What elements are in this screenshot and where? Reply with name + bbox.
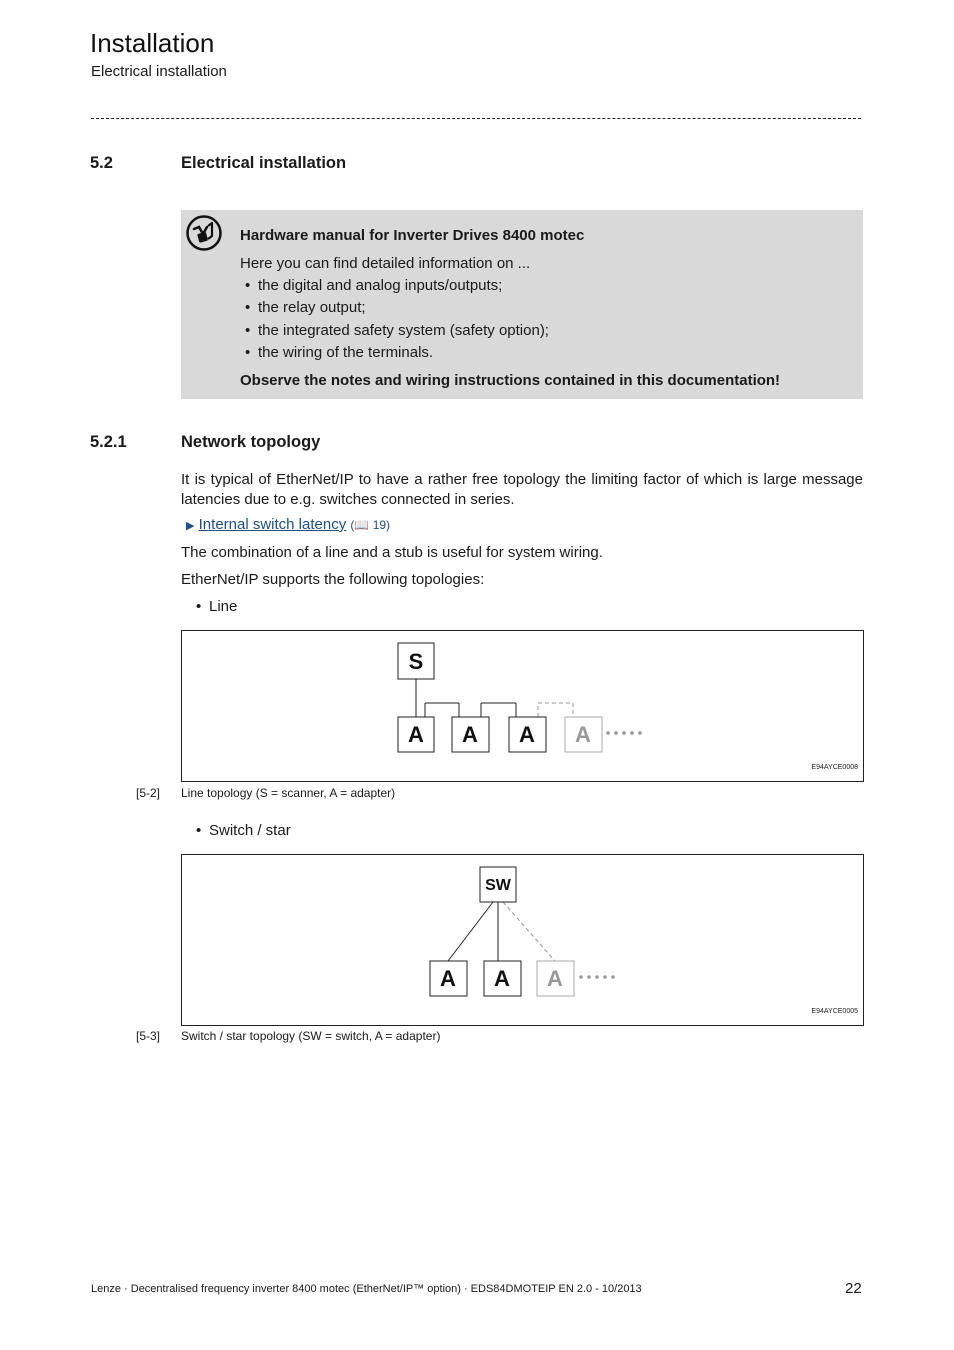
book-icon: 📖 (354, 518, 370, 532)
figure-caption: Switch / star topology (SW = switch, A = adapter) (181, 1029, 441, 1043)
caption-number: [5-2] (136, 786, 161, 800)
page-header-subtitle: Electrical installation (91, 63, 227, 80)
page-footer: Lenze · Decentralised frequency inverter 8400 motec (EtherNet/IP™ option) · EDS84DMOTEIP EN 2.0 - 10/2013 (91, 1283, 642, 1295)
subsection-title: Network topology (181, 433, 321, 451)
switch-node (480, 867, 516, 902)
figure-code: E94AYCE0005 (811, 1008, 858, 1015)
continuation-dots (579, 975, 615, 979)
adapter-label: A (494, 966, 510, 991)
adapter-node (452, 717, 489, 752)
line-topology-figure (181, 630, 864, 782)
switch-label: SW (485, 877, 511, 894)
page-reference-number: 19 (372, 518, 387, 532)
adapter-label: A (408, 722, 424, 747)
continuation-dots (606, 731, 642, 735)
note-item: • the relay output; (258, 299, 366, 316)
adapter-node (509, 717, 546, 752)
note-item: • the digital and analog inputs/outputs; (258, 277, 502, 294)
star-topology-figure (181, 854, 864, 1026)
bullet-line: • Line (209, 598, 237, 615)
adapter-label: A (440, 966, 456, 991)
paragraph-line-stub: The combination of a line and a stub is useful for system wiring. (181, 544, 603, 561)
caption-number: [5-3] (136, 1029, 161, 1043)
figure-code: E94AYCE0008 (811, 764, 858, 771)
paragraph-topologies: EtherNet/IP supports the following topologies: (181, 571, 485, 588)
intro-paragraph: It is typical of EtherNet/IP to have a rather free topology the limiting factor of which is large message latencies due to e.g. switches connected in series. (181, 471, 863, 508)
link-arrow-icon: ▶ (186, 520, 195, 532)
adapter-node (484, 961, 521, 996)
subsection-heading (90, 433, 490, 455)
adapter-label: A (462, 722, 478, 747)
link-text[interactable]: Internal switch latency (198, 516, 347, 533)
section-number: 5.2 (90, 154, 113, 172)
bullet-switch-star: • Switch / star (209, 822, 291, 839)
page-header-title: Installation (90, 28, 215, 58)
header-divider (91, 118, 861, 119)
adapter-label: A (575, 722, 591, 747)
manual-note-box (181, 210, 863, 399)
adapter-node (430, 961, 467, 996)
scanner-label: S (408, 649, 424, 674)
page-reference[interactable]: (📖 19) (350, 518, 391, 532)
scanner-node (398, 643, 434, 679)
adapter-node (398, 717, 434, 752)
note-item: • the wiring of the terminals. (258, 344, 433, 361)
adapter-label: A (547, 966, 563, 991)
line-topology-diagram (182, 631, 863, 781)
star-topology-diagram (182, 855, 863, 1025)
subsection-number: 5.2.1 (90, 433, 127, 451)
note-warning: Observe the notes and wiring instructions contained in this documentation! (240, 372, 781, 389)
adapter-label: A (519, 722, 535, 747)
cross-reference-link[interactable] (186, 516, 390, 533)
note-item: • the integrated safety system (safety option); (258, 322, 549, 339)
manual-reference-icon (185, 214, 223, 252)
note-intro: Here you can find detailed information on ... (240, 255, 531, 272)
page-number: 22 (845, 1280, 862, 1297)
note-title: Hardware manual for Inverter Drives 8400 motec (240, 227, 585, 244)
section-title: Electrical installation (181, 154, 347, 172)
section-heading (90, 154, 490, 176)
optional-adapter-node (537, 961, 574, 996)
figure-caption: Line topology (S = scanner, A = adapter) (181, 786, 396, 800)
optional-adapter-node (565, 717, 602, 752)
